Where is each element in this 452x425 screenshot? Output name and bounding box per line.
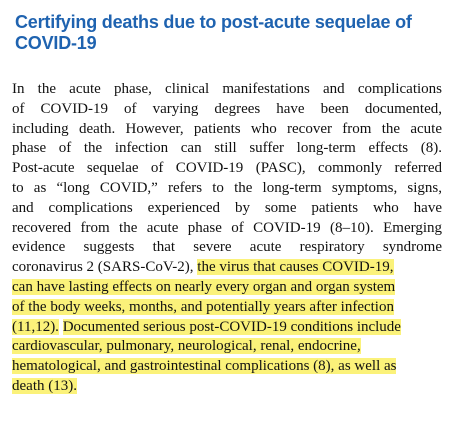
- paragraph-line-10: [12, 258, 442, 278]
- paragraph-line-15: [12, 357, 442, 377]
- paragraph-line-1: In the acute phase, clinical manifestations and complications: [12, 81, 442, 97]
- paragraph-line-13: [12, 318, 442, 338]
- body-paragraph: [12, 80, 442, 397]
- plain-text-segment: coronavirus 2 (SARS-CoV-2),: [12, 259, 198, 276]
- heading-line-2: COVID-19: [15, 33, 97, 53]
- paragraph-line-4: phase of the infection can still suffer long-term effects (8).: [12, 140, 442, 157]
- highlighted-text: death (13).: [12, 377, 77, 394]
- highlighted-text: Documented serious post-COVID-19 conditions include: [62, 318, 401, 335]
- paragraph-line-7: and complications experienced by some patients who have: [12, 199, 442, 216]
- highlighted-text: can have lasting effects on nearly every organ and organ system: [12, 278, 396, 295]
- paragraph-line-2: of COVID-19 of varying degrees have been documented,: [12, 100, 442, 117]
- paragraph-line-3: including death. However, patients who recover from the acute: [12, 120, 442, 137]
- paragraph-line-9: evidence suggests that severe acute respiratory syndrome: [12, 239, 442, 256]
- paragraph-line-14: [12, 337, 442, 357]
- highlighted-text: cardiovascular, pulmonary, neurological, renal, endocrine,: [12, 338, 361, 355]
- highlighted-text: hematological, and gastrointestinal complications (8), as well as: [12, 358, 397, 375]
- highlighted-text: the virus that causes COVID-19,: [197, 259, 394, 276]
- highlighted-text: of the body weeks, months, and potentially years after infection: [12, 298, 394, 315]
- highlighted-text: (11,12).: [12, 318, 59, 335]
- heading-line-1: Certifying deaths due to post-acute sequelae of: [15, 12, 412, 32]
- paragraph-line-6: to as “long COVID,” refers to the long-term symptoms, signs,: [12, 179, 442, 196]
- paragraph-line-11: [12, 278, 442, 298]
- section-heading: [15, 12, 412, 54]
- paragraph-line-12: [12, 298, 442, 318]
- paragraph-line-16: [12, 377, 442, 397]
- paragraph-line-8: recovered from the acute phase of COVID-19 (8–10). Emerging: [12, 219, 442, 236]
- paragraph-line-5: Post-acute sequelae of COVID-19 (PASC), commonly referred: [12, 160, 442, 177]
